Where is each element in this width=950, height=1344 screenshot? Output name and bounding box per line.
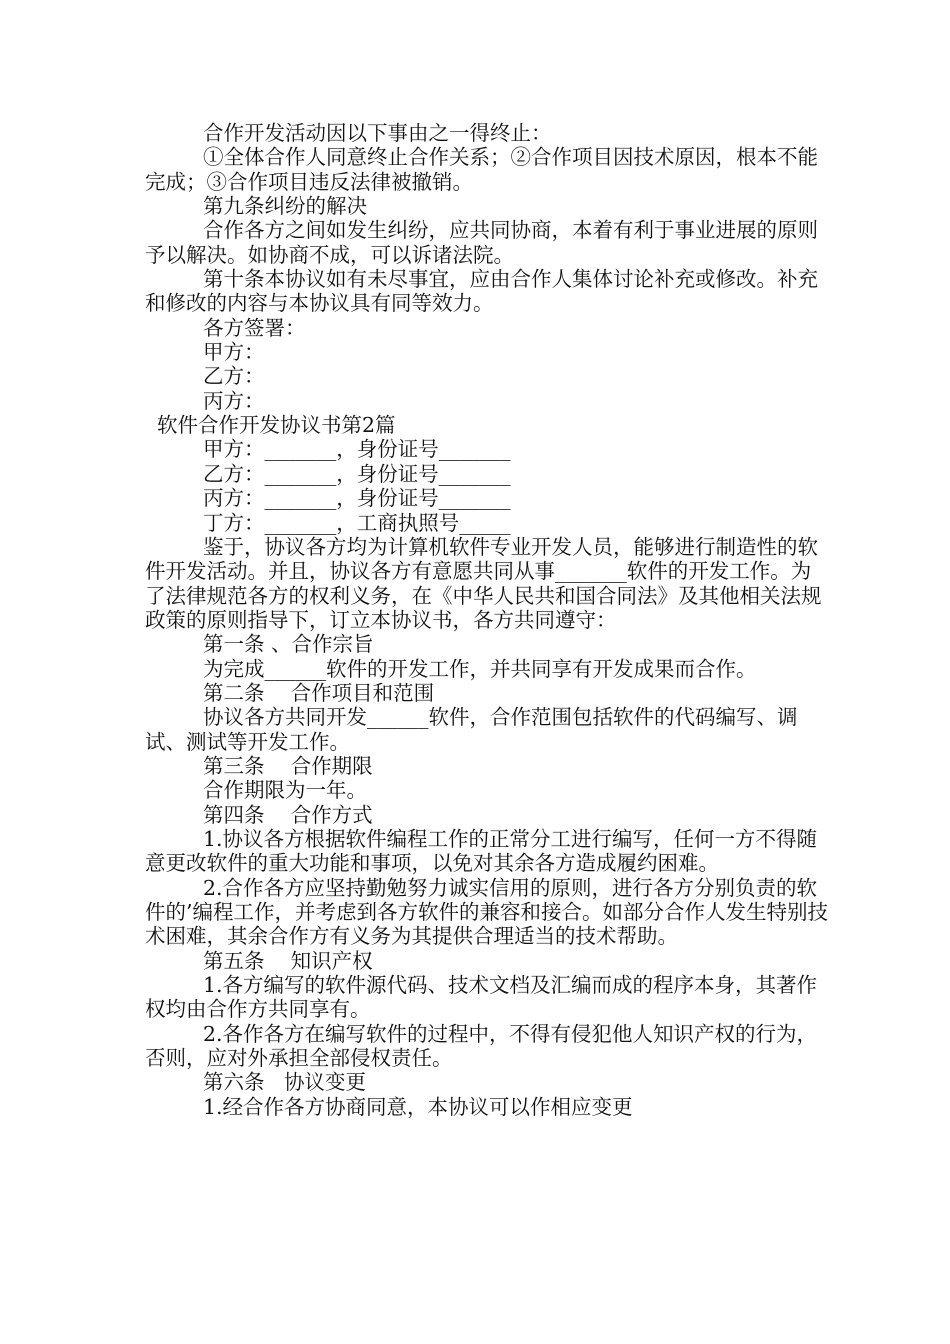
paragraph: 合作各方之间如发生纠纷，应共同协商，本着有利于事业进展的原则予以解决。如协商不成，可以诉诸法院。: [145, 218, 818, 267]
paragraph: 第三条 合作期限: [203, 753, 373, 778]
paragraph: 丁方：_______，工商执照号_____: [203, 510, 511, 535]
paragraph: 1.经合作各方协商同意，本协议可以作相应变更: [203, 1094, 633, 1119]
paragraph: 乙方：_______，身份证号_______: [203, 461, 511, 486]
paragraph: 第二条 合作项目和范围: [203, 680, 435, 705]
paragraph: 协议各方共同开发______软件，合作范围包括软件的代码编写、调试、测试等开发工作。: [145, 705, 798, 754]
paragraph: 丙方：: [203, 388, 265, 413]
paragraph: ①全体合作人同意终止合作关系；②合作项目因技术原因，根本不能完成；③合作项目违反法律被撤销。: [145, 145, 818, 194]
paragraph: 第九条纠纷的解决: [203, 194, 367, 219]
paragraph: 丙方：_______，身份证号_______: [203, 486, 511, 511]
paragraph: 第五条 知识产权: [203, 948, 373, 973]
paragraph: 各方签署：: [203, 315, 306, 340]
paragraph: 1.各方编写的软件源代码、技术文档及汇编而成的程序本身，其著作权均由合作方共同享有。: [145, 973, 818, 1022]
paragraph: 2.合作各方应坚持勤勉努力诚实信用的原则，进行各方分别负责的软件的’编程工作，并考虑到各方软件的兼容和接合。如部分合作人发生特别技术困难，其余合作方有义务为其提供合理适当的技术帮助。: [145, 875, 829, 949]
paragraph: 合作开发活动因以下事由之一得终止：: [203, 121, 552, 145]
paragraph: 2.各作各方在编写软件的过程中，不得有侵犯他人知识产权的行为，否则，应对外承担全部侵权责任。: [145, 1021, 818, 1071]
document-body: [145, 121, 830, 1119]
paragraph: 第十条本协议如有未尽事宜，应由合作人集体讨论补充或修改。补充和修改的内容与本协议具有同等效力。: [145, 267, 818, 316]
paragraph: 甲方：: [203, 340, 265, 365]
paragraph: 1.协议各方根据软件编程工作的正常分工进行编写，任何一方不得随意更改软件的重大功能和事项，以免对其余各方造成履约困难。: [145, 826, 818, 876]
paragraph: 为完成______软件的开发工作，并共同享有开发成果而合作。: [203, 656, 757, 681]
section-heading: 软件合作开发协议书第2篇: [157, 413, 396, 438]
paragraph: 合作期限为一年。: [203, 778, 367, 803]
paragraph: 第一条 、合作宗旨: [203, 632, 374, 657]
paragraph: 乙方：: [203, 364, 265, 389]
paragraph: 第四条 合作方式: [203, 802, 373, 827]
paragraph: 第六条 协议变更: [203, 1070, 367, 1095]
paragraph: 甲方：_______，身份证号_______: [203, 437, 511, 462]
paragraph: 鉴于，协议各方均为计算机软件专业开发人员，能够进行制造性的软件开发活动。并且，协议各方有意愿共同从事_______软件的开发工作。为了法律规范各方的权利义务，在《中华人民共和国合同法》及其他相关法规政策的原则指导下，订立本协议书，各方共同遵守：: [145, 534, 822, 632]
